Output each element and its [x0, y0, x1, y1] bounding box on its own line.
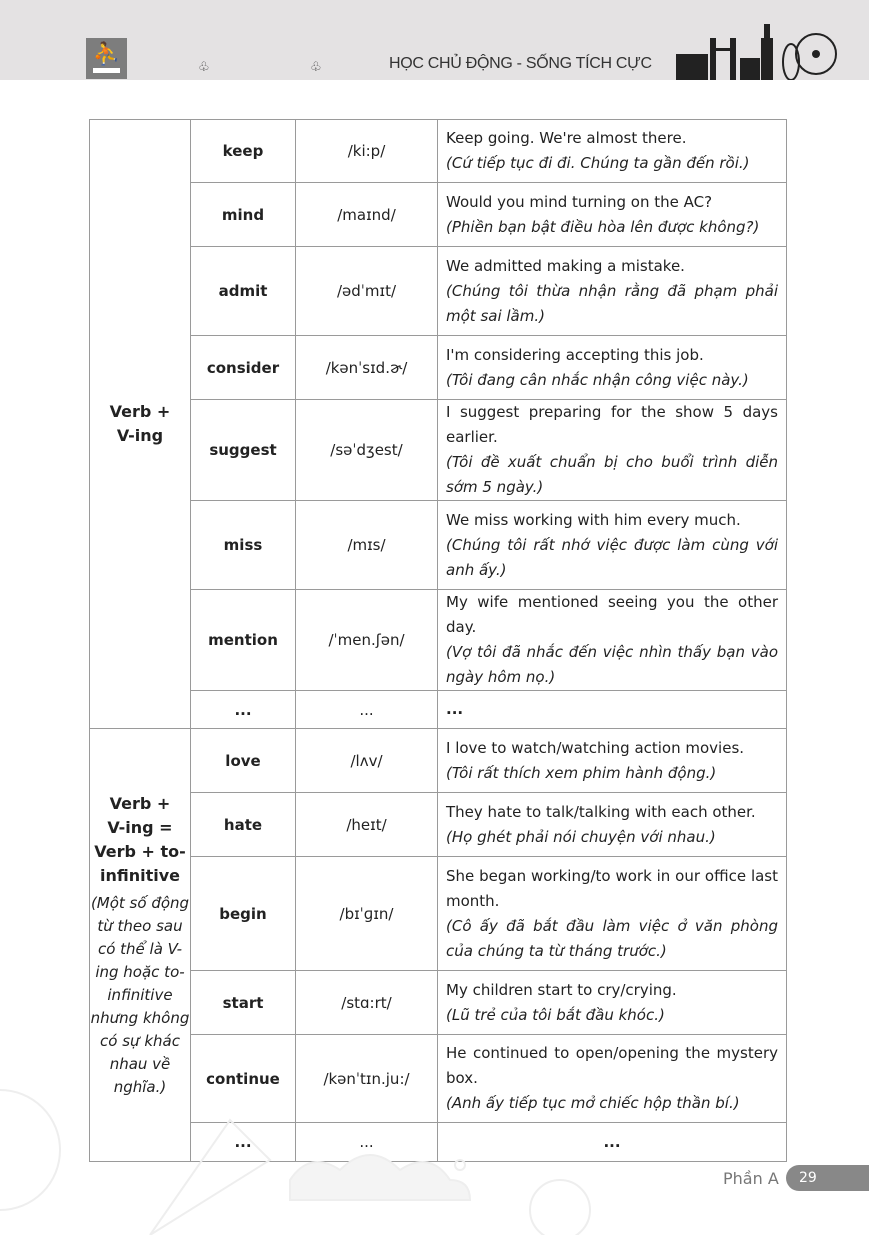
verb-cell: suggest [191, 400, 296, 501]
ipa-cell: /lʌv/ [296, 729, 438, 793]
example-vietnamese: (Cô ấy đã bắt đầu làm việc ở văn phòng của chúng ta từ tháng trước.) [446, 916, 778, 960]
verb-cell: ... [191, 1123, 296, 1162]
example-english: ... [603, 1132, 621, 1151]
verb-gerund-table [89, 119, 787, 1162]
example-cell [438, 691, 787, 729]
ipa-cell: ... [296, 691, 438, 729]
ipa-cell: /stɑ:rt/ [296, 971, 438, 1035]
table-row [90, 183, 787, 247]
example-cell [438, 501, 787, 590]
publisher-logo-icon: ⛹ [86, 38, 127, 79]
verb-cell: continue [191, 1035, 296, 1123]
ipa-cell: ... [296, 1123, 438, 1162]
verb-cell: mind [191, 183, 296, 247]
example-english: We admitted making a mistake. [446, 256, 685, 275]
example-vietnamese: (Họ ghét phải nói chuyện với nhau.) [446, 827, 716, 846]
example-english: Keep going. We're almost there. [446, 129, 687, 147]
verb-cell: mention [191, 590, 296, 691]
page-number: 29 [786, 1165, 869, 1191]
example-vietnamese: (Tôi đang cân nhắc nhận công việc này.) [446, 370, 749, 389]
table-row [90, 857, 787, 971]
tree-icon: ♧ [310, 60, 322, 75]
table-row [90, 1123, 787, 1162]
example-english: I suggest preparing for the show 5 days earlier. [446, 403, 778, 446]
example-english: ... [446, 700, 464, 718]
example-vietnamese: (Chúng tôi rất nhớ việc được làm cùng với anh ấy.) [446, 535, 778, 579]
ipa-cell: /maɪnd/ [296, 183, 438, 247]
example-english: I'm considering accepting this job. [446, 345, 704, 364]
example-vietnamese: (Chúng tôi thừa nhận rằng đã phạm phải một sai lầm.) [446, 281, 778, 325]
example-english: We miss working with him every much. [446, 510, 741, 529]
ipa-cell: /bɪˈɡɪn/ [296, 857, 438, 971]
table-row [90, 971, 787, 1035]
example-cell [438, 971, 787, 1035]
group-label-cell [90, 729, 191, 1162]
group-title: Verb + V-ing = Verb + to- infinitive [94, 793, 186, 885]
example-english: My wife mentioned seeing you the other day. [446, 593, 778, 636]
example-english: She began working/to work in our office last month. [446, 866, 778, 910]
example-cell [438, 247, 787, 336]
example-cell [438, 857, 787, 971]
group-note: (Một số động từ theo sau có thể là V-ing hoặc to-infinitive nhưng không có sự khác nhau về nghĩa.) [90, 893, 190, 1096]
table-row [90, 501, 787, 590]
verb-cell: love [191, 729, 296, 793]
example-cell [438, 793, 787, 857]
verb-cell: hate [191, 793, 296, 857]
example-cell [438, 1123, 787, 1162]
verb-cell: miss [191, 501, 296, 590]
example-vietnamese: (Tôi đề xuất chuẩn bị cho buổi trình diễn sớm 5 ngày.) [446, 453, 778, 496]
section-label: Phần A [723, 1169, 779, 1188]
london-skyline-icon [676, 24, 841, 80]
example-vietnamese: (Phiền bạn bật điều hòa lên được không?) [446, 217, 760, 236]
group-label-cell [90, 120, 191, 729]
tree-icon: ♧ [198, 60, 210, 75]
table-row [90, 1035, 787, 1123]
example-cell [438, 400, 787, 501]
example-cell [438, 1035, 787, 1123]
group-title: Verb + V-ing [109, 402, 171, 445]
example-cell [438, 183, 787, 247]
ipa-cell: /ki:p/ [296, 120, 438, 183]
example-cell [438, 729, 787, 793]
example-vietnamese: (Cứ tiếp tục đi đi. Chúng ta gần đến rồi.) [446, 154, 750, 172]
table-row [90, 247, 787, 336]
ipa-cell: /heɪt/ [296, 793, 438, 857]
example-english: He continued to open/opening the mystery box. [446, 1044, 778, 1087]
table-row [90, 336, 787, 400]
verb-cell: ... [191, 691, 296, 729]
example-vietnamese: (Anh ấy tiếp tục mở chiếc hộp thần bí.) [446, 1094, 740, 1112]
table-row [90, 729, 787, 793]
example-cell [438, 336, 787, 400]
example-cell [438, 590, 787, 691]
ipa-cell: /mɪs/ [296, 501, 438, 590]
verb-cell: start [191, 971, 296, 1035]
example-english: Would you mind turning on the AC? [446, 192, 713, 211]
example-english: They hate to talk/talking with each other. [446, 802, 756, 821]
header-slogan: HỌC CHỦ ĐỘNG - SỐNG TÍCH CỰC [389, 55, 652, 72]
example-vietnamese: (Vợ tôi đã nhắc đến việc nhìn thấy bạn vào ngày hôm nọ.) [446, 643, 778, 686]
ipa-cell: /kənˈsɪd.ɚ/ [296, 336, 438, 400]
table-row [90, 120, 787, 183]
example-english: I love to watch/watching action movies. [446, 738, 745, 757]
verb-cell: consider [191, 336, 296, 400]
ipa-cell: /ədˈmɪt/ [296, 247, 438, 336]
example-vietnamese: (Tôi rất thích xem phim hành động.) [446, 763, 717, 782]
verb-cell: admit [191, 247, 296, 336]
table-row [90, 400, 787, 501]
page-header [0, 0, 869, 80]
example-cell [438, 120, 787, 183]
example-vietnamese: (Lũ trẻ của tôi bắt đầu khóc.) [446, 1005, 665, 1024]
verb-cell: keep [191, 120, 296, 183]
ipa-cell: /səˈdʒest/ [296, 400, 438, 501]
example-english: My children start to cry/crying. [446, 980, 677, 999]
ipa-cell: /ˈmen.ʃən/ [296, 590, 438, 691]
table-row [90, 793, 787, 857]
verb-cell: begin [191, 857, 296, 971]
table-row [90, 590, 787, 691]
table-row [90, 691, 787, 729]
ipa-cell: /kənˈtɪn.ju:/ [296, 1035, 438, 1123]
